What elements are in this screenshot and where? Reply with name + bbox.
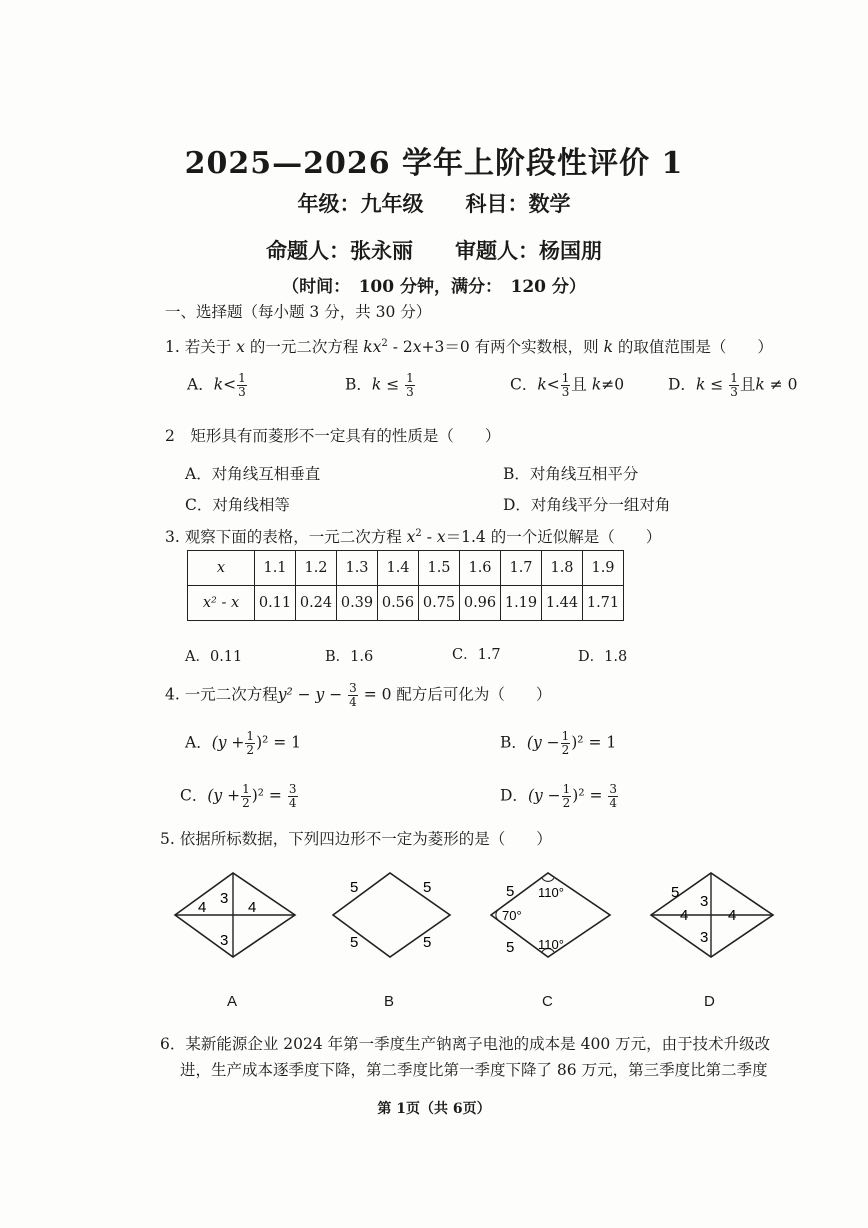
figure-c — [488, 870, 618, 964]
fraction: $\frac{1}{2}$ — [561, 729, 570, 757]
table-cell: 1.5 — [419, 551, 460, 586]
table-cell: 1.6 — [460, 551, 501, 586]
time-score: （时间： 100 分钟，满分： 120 分） — [282, 277, 586, 297]
segment-label: 3 — [700, 893, 709, 910]
table-cell: 0.11 — [255, 586, 296, 621]
question-6-line-2: 进，生产成本逐季度下降，第二季度比第一季度下降了 86 万元，第三季度比第二季度 — [180, 1061, 768, 1079]
grade-subject: 年级：九年级 科目：数学 — [297, 191, 571, 216]
table-cell: 0.56 — [378, 586, 419, 621]
value-table — [187, 550, 624, 621]
q1-option-c: C．k< $\frac{1}{3}$ 且 k≠0 — [510, 371, 625, 399]
angle-label: 70° — [502, 908, 522, 923]
table-cell: 0.39 — [337, 586, 378, 621]
segment-label: 3 — [700, 929, 709, 946]
question-1: 1. 若关于 x 的一元二次方程 $kx^2 - 2x+3=0$ 有两个实数根，则 k 的取值范围是（ ） — [165, 337, 773, 356]
table-cell: 1.44 — [542, 586, 583, 621]
question-4: 4. 一元二次方程y² − y − $\frac{3}{4}$ = 0 配方后可化为（ ） — [165, 681, 552, 709]
table-cell: 1.4 — [378, 551, 419, 586]
table-cell: 1.71 — [583, 586, 624, 621]
segment-label: 4 — [248, 899, 257, 916]
q3-option-c: C．1.7 — [452, 647, 501, 663]
exam-authors: 命题人：张永丽 审题人：杨国朋 — [266, 238, 602, 263]
table-cell: 0.24 — [296, 586, 337, 621]
table-cell: 1.9 — [583, 551, 624, 586]
figure-a-label: A — [227, 993, 238, 1010]
table-header-cell: x² - x — [188, 586, 255, 621]
q3-option-a: A．0.11 — [185, 649, 243, 665]
fraction: $\frac{1}{2}$ — [242, 782, 250, 810]
q1-option-a: A．k< $\frac{1}{3}$ — [187, 371, 246, 399]
segment-label: 3 — [220, 890, 229, 907]
page-number: 第 1页（共 6页） — [377, 1101, 491, 1117]
fraction: $\frac{1}{2}$ — [246, 729, 255, 757]
q2-option-d: D．对角线平分一组对角 — [503, 496, 671, 514]
figure-a — [170, 870, 300, 964]
fraction: $\frac{1}{3}$ — [730, 371, 738, 399]
table-cell: 1.1 — [255, 551, 296, 586]
segment-label: 5 — [423, 934, 432, 951]
question-3: 3. 观察下面的表格，一元二次方程 $x^2 - x=1.4$ 的一个近似解是（ ） — [165, 527, 662, 546]
q3-option-d: D．1.8 — [578, 649, 628, 665]
table-row — [188, 551, 624, 586]
table-row — [188, 586, 624, 621]
segment-label: 5 — [506, 883, 515, 900]
segment-label: 5 — [506, 939, 515, 956]
table-cell: 0.96 — [460, 586, 501, 621]
q3-option-b: B．1.6 — [325, 649, 374, 665]
table-cell: 1.2 — [296, 551, 337, 586]
q1-option-d: D．k ≤ $\frac{1}{3}$ 且k ≠ 0 — [668, 371, 798, 399]
q4-option-c: C．(y + $\frac{1}{2}$ )² = $\frac{3}{4}$ — [180, 782, 297, 810]
table-cell: 0.75 — [419, 586, 460, 621]
figure-b-label: B — [384, 993, 395, 1010]
section-heading: 一、选择题（每小题 3 分，共 30 分） — [165, 303, 432, 321]
question-5: 5. 依据所标数据，下列四边形不一定为菱形的是（ ） — [160, 830, 552, 848]
table-header-cell: x — [188, 551, 255, 586]
table-cell: 1.19 — [501, 586, 542, 621]
question-6-line-1: 6．某新能源企业 2024 年第一季度生产钠离子电池的成本是 400 万元，由于技术升级改 — [160, 1035, 771, 1053]
q2-option-b: B．对角线互相平分 — [503, 465, 639, 483]
segment-label: 5 — [350, 879, 359, 896]
q1-option-b: B．k ≤ $\frac{1}{3}$ — [345, 371, 414, 399]
figure-c-label: C — [542, 993, 553, 1010]
fraction: $\frac{1}{3}$ — [406, 371, 414, 399]
fraction: $\frac{3}{4}$ — [349, 681, 357, 709]
figure-d — [648, 870, 778, 964]
table-cell: 1.8 — [542, 551, 583, 586]
angle-label: 110° — [538, 885, 564, 900]
q4-option-a: A．(y + $\frac{1}{2}$ )² = 1 — [185, 729, 302, 757]
segment-label: 5 — [350, 934, 359, 951]
fraction: $\frac{3}{4}$ — [609, 782, 618, 810]
table-cell: 1.3 — [337, 551, 378, 586]
exam-title: 2025—2026 学年上阶段性评价 1 — [184, 146, 684, 181]
q2-option-a: A．对角线互相垂直 — [185, 465, 321, 483]
fraction: $\frac{1}{3}$ — [561, 371, 570, 399]
segment-label: 4 — [680, 907, 689, 924]
table-cell: 1.7 — [501, 551, 542, 586]
segment-label: 4 — [728, 907, 737, 924]
q2-option-c: C．对角线相等 — [185, 496, 290, 514]
question-2: 2 矩形具有而菱形不一定具有的性质是（ ） — [165, 427, 501, 445]
fraction: $\frac{3}{4}$ — [288, 782, 297, 810]
segment-label: 4 — [198, 899, 207, 916]
figure-b — [330, 870, 460, 964]
segment-label: 3 — [220, 932, 229, 949]
fraction: $\frac{1}{2}$ — [562, 782, 571, 810]
fraction: $\frac{1}{3}$ — [238, 371, 246, 399]
q4-option-b: B．(y − $\frac{1}{2}$ )² = 1 — [500, 729, 617, 757]
segment-label: 5 — [671, 884, 680, 901]
q4-option-d: D．(y − $\frac{1}{2}$ )² = $\frac{3}{4}$ — [500, 782, 618, 810]
segment-label: 5 — [423, 879, 432, 896]
angle-label: 110° — [538, 937, 564, 952]
figure-d-label: D — [704, 993, 715, 1010]
